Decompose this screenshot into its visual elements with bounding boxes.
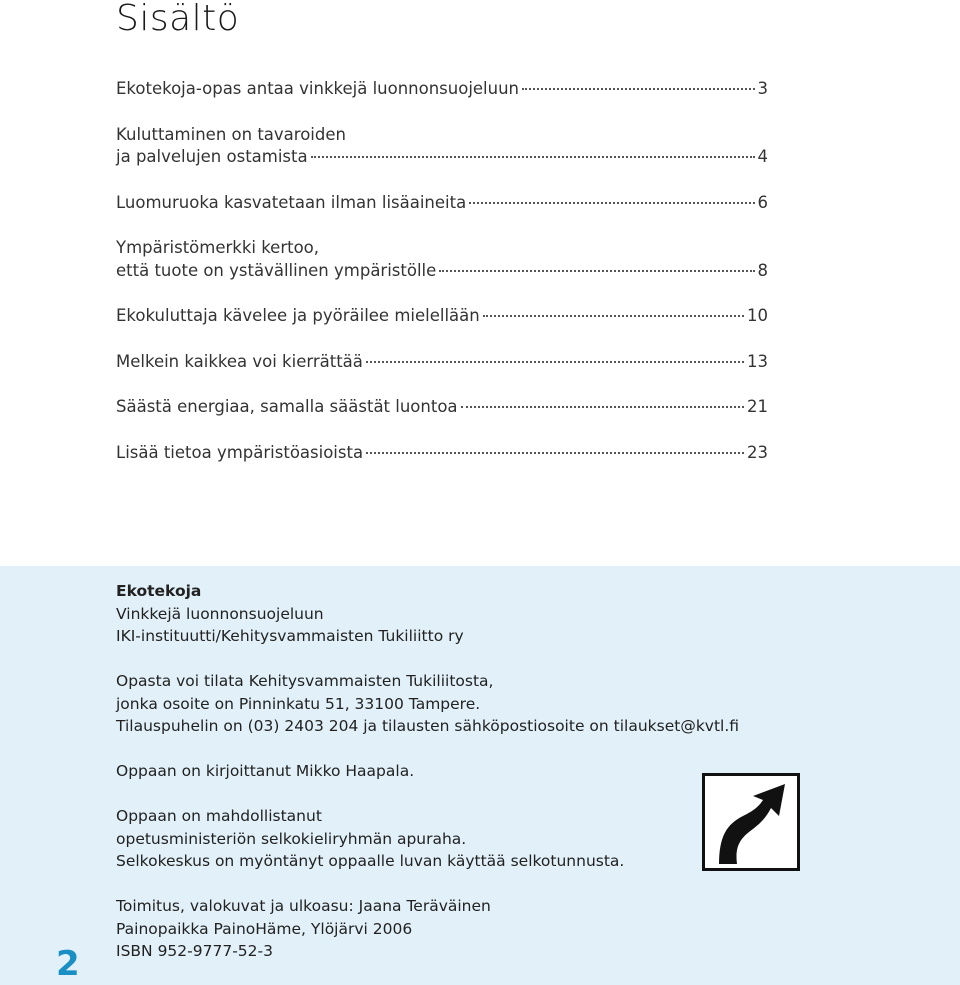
toc-entry <box>116 351 768 374</box>
toc-entry <box>116 78 768 101</box>
toc-entry-title: Ekotekoja-opas antaa vinkkejä luonnonsuojeluun <box>116 79 520 98</box>
toc-page-number: 13 <box>747 351 768 371</box>
toc-entry-title: Luomuruoka kasvatetaan ilman lisäaineita <box>116 192 467 212</box>
toc-entry <box>116 237 768 282</box>
toc-page-number: 21 <box>747 397 768 416</box>
toc-leader-dots <box>366 361 744 363</box>
toc-leader-dots <box>522 88 754 90</box>
toc-entry-title: Ympäristömerkki kertoo, <box>116 238 320 257</box>
toc-page-number: 3 <box>757 79 768 98</box>
credits-3: ISBN 952-9777-52-3 <box>116 942 273 960</box>
toc-entry-title: Säästä energiaa, samalla säästät luontoa <box>116 397 458 416</box>
book-title: Ekotekoja <box>116 582 202 600</box>
toc-page-number: 4 <box>757 147 768 166</box>
funding-3: Selkokeskus on myöntänyt oppaalle luvan käyttää selkotunnusta. <box>116 852 625 870</box>
toc-page-number: 8 <box>757 260 768 280</box>
toc-leader-dots <box>439 270 754 272</box>
selko-logo <box>702 773 800 871</box>
toc-leader-dots <box>311 156 755 158</box>
toc-entry <box>116 192 768 215</box>
toc-entry <box>116 305 768 328</box>
colophon <box>116 580 739 963</box>
funding-1: Oppaan on mahdollistanut <box>116 807 322 825</box>
toc-entry-title: Ekokuluttaja kävelee ja pyöräilee mielellään <box>116 306 480 325</box>
table-of-contents <box>116 78 768 487</box>
toc-leader-dots <box>366 452 744 454</box>
toc-entry-title: Melkein kaikkea voi kierrättää <box>116 351 363 371</box>
order-info-2: jonka osoite on Pinninkatu 51, 33100 Tampere. <box>116 694 481 713</box>
page-title: Sisältö <box>116 0 240 39</box>
toc-entry-title: Lisää tietoa ympäristöasioista <box>116 442 364 462</box>
page-number: 2 <box>56 944 80 984</box>
toc-entry-title: että tuote on ystävällinen ympäristölle <box>116 260 437 280</box>
book-subtitle: Vinkkejä luonnonsuojeluun <box>116 604 324 623</box>
credits-2: Painopaikka PainoHäme, Ylöjärvi 2006 <box>116 919 413 938</box>
toc-entry <box>116 396 768 419</box>
curved-arrow-icon <box>705 776 797 868</box>
author-line: Oppaan on kirjoittanut Mikko Haapala. <box>116 762 415 780</box>
publisher: IKI-instituutti/Kehitysvammaisten Tukiliitto ry <box>116 627 464 645</box>
toc-leader-dots <box>469 202 754 204</box>
order-info-1: Opasta voi tilata Kehitysvammaisten Tukiliitosta, <box>116 672 494 690</box>
toc-page-number: 23 <box>747 442 768 462</box>
toc-page-number: 6 <box>757 192 768 212</box>
toc-entry <box>116 124 768 169</box>
colophon-panel <box>0 566 960 985</box>
toc-leader-dots <box>483 315 744 317</box>
order-info-3: Tilauspuhelin on (03) 2403 204 ja tilausten sähköpostiosoite on tilaukset@kvtl.fi <box>116 717 740 735</box>
toc-page-number: 10 <box>747 306 768 325</box>
toc-entry-title: ja palvelujen ostamista <box>116 147 308 166</box>
toc-leader-dots <box>461 406 744 408</box>
credits-1: Toimitus, valokuvat ja ulkoasu: Jaana Teräväinen <box>116 897 491 915</box>
funding-2: opetusministeriön selkokieliryhmän apuraha. <box>116 829 467 848</box>
toc-entry-title: Kuluttaminen on tavaroiden <box>116 124 346 144</box>
toc-entry <box>116 442 768 465</box>
